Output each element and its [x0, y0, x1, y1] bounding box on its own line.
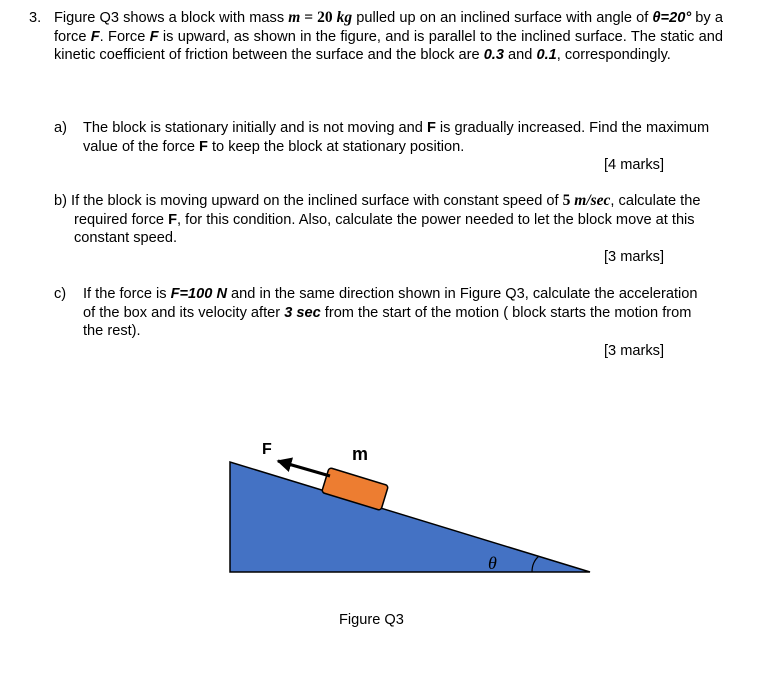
- part-a-marks: [4 marks]: [604, 157, 665, 173]
- force-symbol-2: F: [149, 28, 159, 45]
- time-value: 3 sec: [284, 304, 321, 321]
- force-value: F=100 N: [170, 286, 227, 302]
- part-a-force-symbol: F: [426, 120, 436, 136]
- figure-q3: [220, 430, 600, 590]
- part-b-text: b) If the block is moving upward on the inclined surface with constant speed of 5 m/sec, calculate the required force F, for this condition. Also, calculate the power needed to let the block move at this constant speed.: [54, 192, 701, 246]
- angle-value: θ=20°: [652, 10, 692, 26]
- mass-unit: kg: [336, 9, 353, 26]
- part-c-label: c): [54, 286, 67, 302]
- mu-static: 0.3: [483, 47, 504, 63]
- part-b-label: b): [54, 193, 67, 209]
- part-a-label: a): [54, 120, 67, 136]
- part-a-text: The block is stationary initially and is not moving and F is gradually increased. Find the maximum value of the force F to keep the block at stationary position.: [83, 120, 710, 155]
- force-arrow: [278, 461, 330, 476]
- part-a-force-symbol-2: F: [199, 138, 208, 155]
- question-intro: Figure Q3 shows a block with mass m = 20 kg pulled up on an inclined surface with angle of θ=20° by a force F. Force F is upward, as shown in the figure, and is parallel to the inclined surface. The static and kinetic coefficient of friction between the surface and the block are 0.3 and 0.1, correspondingly.: [54, 9, 724, 63]
- inclined-surface: [230, 462, 590, 572]
- force-symbol: F: [90, 28, 100, 45]
- part-b-force-symbol: F: [168, 211, 178, 228]
- mu-kinetic: 0.1: [536, 47, 557, 63]
- part-b-marks: [3 marks]: [604, 249, 665, 265]
- mass-label: m: [352, 444, 369, 464]
- angle-label: θ: [488, 553, 497, 573]
- mass-symbol: m: [288, 9, 301, 26]
- mass-equals: = 20: [300, 9, 337, 26]
- part-c-text: If the force is F=100 N and in the same direction shown in Figure Q3, calculate the acceleration of the box and its velocity after 3 sec from the start of the motion ( block starts the motion from the rest).: [83, 286, 698, 339]
- figure-caption: Figure Q3: [339, 612, 404, 628]
- speed-unit: m/sec: [574, 192, 611, 209]
- part-c-marks: [3 marks]: [604, 343, 665, 359]
- force-label: F: [262, 441, 272, 458]
- question-number: 3.: [29, 10, 42, 26]
- speed-value: 5: [562, 192, 575, 209]
